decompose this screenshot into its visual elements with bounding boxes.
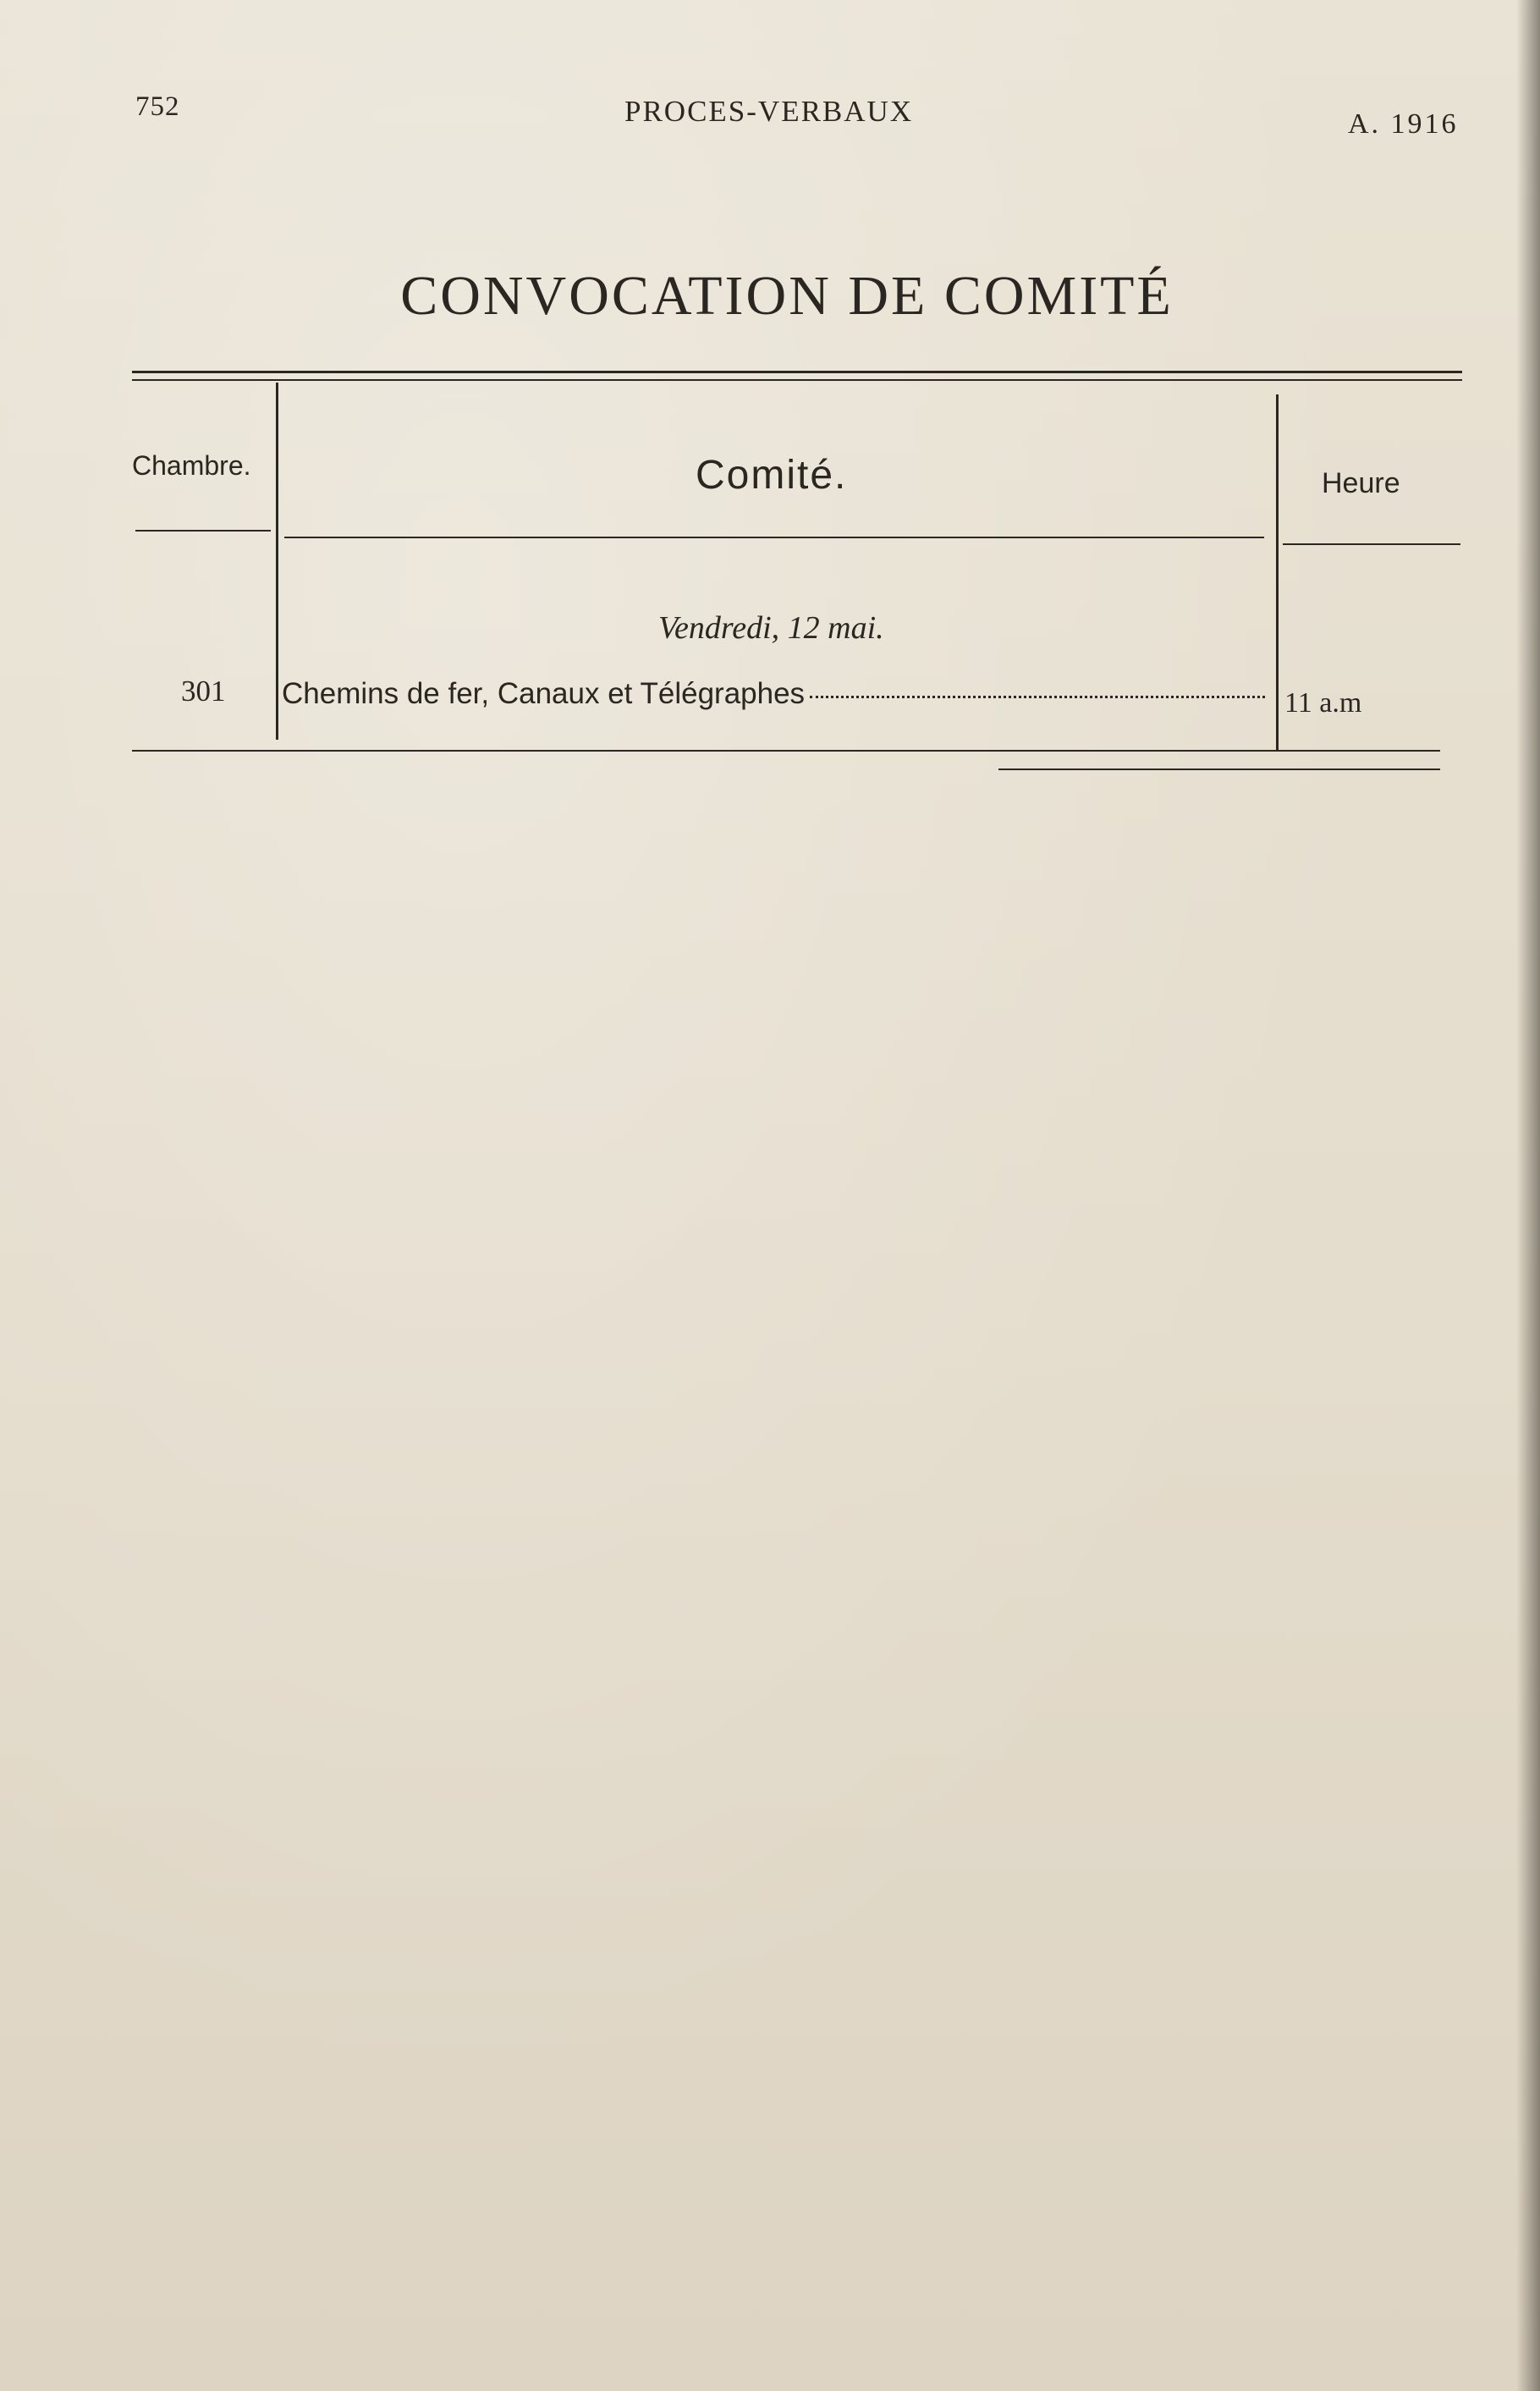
row-committee-name: [282, 677, 1265, 711]
column-divider-left: [276, 383, 278, 740]
running-title: PROCES-VERBAUX: [624, 95, 914, 128]
meeting-date: Vendredi, 12 mai.: [658, 610, 884, 646]
row-meeting-time: 11 a.m: [1284, 687, 1362, 719]
column-divider-right: [1276, 394, 1279, 750]
committee-name-text: Chemins de fer, Canaux et Télégraphes: [282, 677, 806, 710]
table-top-rule-second: [132, 379, 1462, 381]
column-header-heure: Heure: [1322, 467, 1400, 499]
dot-leader: [810, 696, 1265, 698]
page-number: 752: [135, 91, 180, 122]
table-bottom-rule: [132, 750, 1440, 752]
header-year: A. 1916: [1348, 108, 1459, 140]
row-chambre-number: 301: [181, 675, 226, 708]
header-underline-comite: [284, 537, 1264, 538]
header-underline-chambre: [135, 530, 271, 532]
column-header-comite: Comité.: [696, 453, 848, 498]
table-top-rule: [132, 371, 1462, 373]
page-edge-shadow: [1516, 0, 1540, 2391]
header-underline-heure: [1283, 543, 1460, 545]
table-bottom-rule-second: [998, 769, 1440, 770]
page-title: CONVOCATION DE COMITÉ: [400, 265, 1174, 327]
column-header-chambre: Chambre.: [132, 450, 251, 481]
